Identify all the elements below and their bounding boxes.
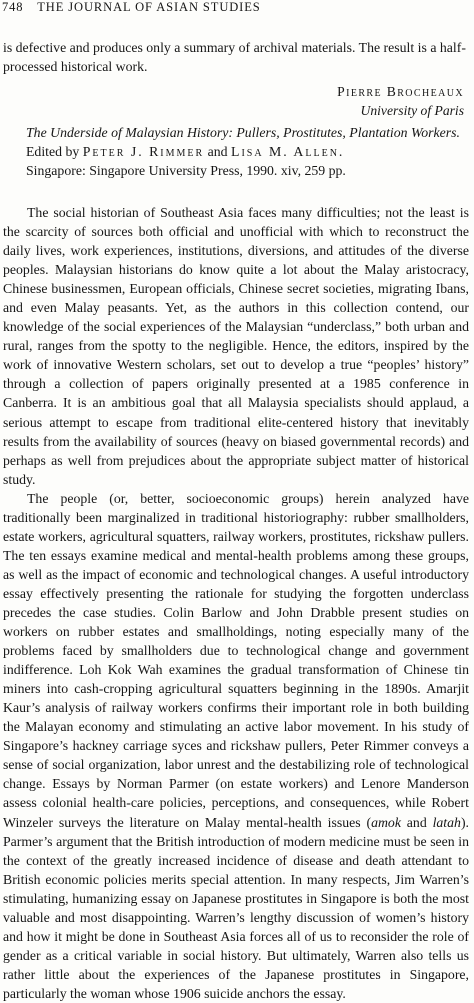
publication-info: Singapore: Singapore University Press, 1990. xiv, 259 pp. — [26, 163, 346, 178]
editor-conjunction: and — [207, 144, 228, 159]
reviewer-name: Pierre Brocheaux — [337, 84, 464, 99]
book-citation — [26, 123, 466, 180]
review-paragraph-2 — [3, 489, 469, 1003]
book-title: The Underside of Malaysian History: Pullers, Prostitutes, Plantation Workers. — [26, 125, 460, 140]
previous-review-text: is defective and produces only a summary of archival materials. The result is a half-processed historical work. — [3, 40, 466, 74]
reviewer-affiliation: University of Paris — [360, 103, 464, 118]
review-paragraph-1: The social historian of Southeast Asia faces many difficulties; not the least is the scarcity of sources both official and unofficial with which to reconstruct the daily lives, work experiences, institutions, diversions, and attitudes of the diverse peoples. Malaysian historians do know quite a lot about the Malay aristocracy, Chinese businessmen, European officials, Chinese secret societies, migrating Ibans, and even Malay peasants. Yet, as the authors in this collection contend, our knowledge of the social experiences of the Malaysian “underclass,” both urban and rural, ranges from the spotty to the negligible. Hence, the editors, inspired by the work of innovative Western scholars, set out to develop a true “peoples’ history” through a collection of papers originally presented at a 1985 conference in Canberra. It is an ambitious goal that all Malaysia specialists should applaud, a serious attempt to escape from traditional elite-centered history that inevitably results from the availability of sources (heavy on biased governmental records) and perhaps as well from prejudices about the appropriate subject matter of historical study. — [3, 205, 469, 487]
running-header — [2, 0, 470, 20]
edited-by-label: Edited by — [26, 144, 80, 159]
review-body — [3, 203, 469, 1003]
previous-review-ending — [3, 38, 469, 76]
and-connector: and — [400, 814, 433, 830]
editor-name-1: Peter J. Rimmer — [82, 144, 205, 159]
page-number: 748 — [2, 0, 24, 14]
paragraph-2-part-b: ). Parmer’s argument that the British introduction of modern medicine must be seen in the context of the greatly increased incidence of disease and death attendant to British economic policies merits special attention. In many respects, Jim Warren’s stimulating, humanizing essay on Japanese prostitutes in Singapore is both the most valuable and most disappointing. Warren’s lengthy discussion of women’s history and how it might be done in Southeast Asia forces all of us to reconsider the role of gender as a critical variable in social history. But ultimately, Warren also tells us rather little about the experiences of the Japanese prostitutes in Singapore, particularly the woman whose 1906 suicide anchors the essay. — [3, 814, 469, 1001]
term-latah: latah — [432, 814, 461, 830]
journal-title: THE JOURNAL OF ASIAN STUDIES — [37, 0, 261, 14]
paragraph-2-part-a: The people (or, better, socioeconomic groups) herein analyzed have traditionally been marginalized in traditional historiography: rubber smallholders, estate workers, agricultural squatters, railway workers, prostitutes, rickshaw pullers. The ten essays examine medical and mental-health problems among these groups, as well as the impact of economic and technological changes. A useful introductory essay effectively presenting the rationale for studying the forgotten underclass precedes the case studies. Colin Barlow and John Drabble present studies on workers on rubber estates and smallholdings, noting especially many of the problems faced by smallholders due to technological change and government indifference. Loh Kok Wah examines the gradual transformation of Chinese tin miners into cash-cropping agricultural squatters beginning in the 1890s. Amarjit Kaur’s analysis of railway workers confirms their important role in both building the Malayan economy and stimulating an active labor movement. In his study of Singapore’s hackney carriage syces and rickshaw pullers, Peter Rimmer conveys a sense of social organization, labor unrest and the destabilizing role of technological change. Essays by Norman Parmer (on estate workers) and Lenore Manderson assess colonial health-care policies, perceptions, and consequences, while Robert Winzeler surveys the literature on Malay mental-health issues ( — [3, 490, 469, 830]
reviewer-signature — [337, 82, 464, 120]
term-amok: amok — [371, 814, 401, 830]
editor-name-2: Lisa M. Allen. — [231, 144, 345, 159]
